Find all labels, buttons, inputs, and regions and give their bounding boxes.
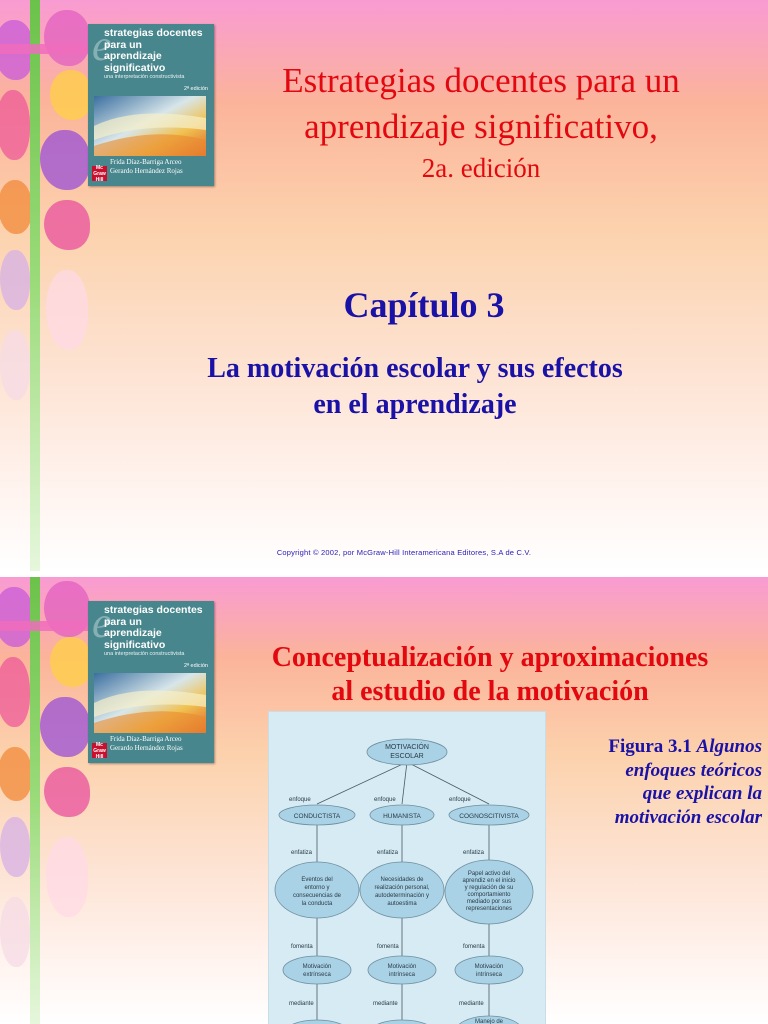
book-author: Gerardo Hernández Rojas — [110, 744, 183, 752]
node-emphasis-label: Papel activo del — [467, 871, 511, 877]
slide-title — [226, 641, 754, 709]
book-cover-art — [94, 96, 206, 156]
flower-decoration — [0, 0, 92, 571]
chapter-title-line: en el aprendizaje — [313, 389, 517, 420]
edition-label: 2a. edición — [421, 153, 541, 183]
slide-2 — [0, 577, 768, 1024]
edge-label: enfoque — [374, 797, 396, 803]
edge-label: fomenta — [377, 944, 399, 950]
figure-caption — [556, 735, 762, 829]
book-title-line: significativo — [104, 638, 166, 651]
book-cover: e strategias docentes para un aprendizaje significativo una interpretación constructivista 2ª edición Frida Díaz-Barriga Arceo Gerardo Hernández Rojas Mc Graw Hill — [88, 24, 214, 186]
caption-line: enfoques teóricos — [625, 759, 762, 781]
figure-label: Figura 3.1 — [608, 736, 692, 757]
title-line: aprendizaje significativo, — [304, 107, 658, 146]
node-emphasis-label: y regulación de su — [464, 885, 514, 891]
node-approach-label: CONDUCTISTA — [293, 813, 341, 820]
node-emphasis-label: la conducta — [301, 901, 333, 907]
node-means — [368, 1020, 436, 1024]
caption-line: que explican la — [642, 783, 762, 804]
chapter-title — [145, 351, 685, 423]
node-emphasis-label: realización personal, — [374, 885, 430, 891]
book-cover: e strategias docentes para un aprendizaje significativo una interpretación constructivista 2ª edición Frida Díaz-Barriga Arceo Gerardo Hernández Rojas Mc Graw Hill — [88, 601, 214, 763]
title-line: Estrategias docentes para un — [282, 61, 680, 100]
node-emphasis-label: autodeterminación y — [374, 893, 430, 899]
publisher-logo: Mc Graw Hill — [93, 741, 106, 760]
node-emphasis-label: entorno y — [304, 885, 330, 891]
node-motivation-label: Motivación — [474, 964, 504, 970]
node-emphasis-label: aprendiz en el inicio — [462, 878, 516, 884]
node-motivation-label: Motivación — [387, 964, 417, 970]
node-motivation-label: Motivación — [302, 964, 332, 970]
publisher-logo: Mc Graw Hill — [93, 164, 106, 183]
book-subtitle: una interpretación constructivista — [104, 651, 185, 657]
node-emphasis-label: comportamiento — [467, 892, 511, 898]
node-emphasis-label: representaciones — [465, 906, 513, 912]
node-motivation-label: intrínseca — [475, 972, 503, 978]
book-title — [214, 58, 748, 150]
node-motivation-label: intrínseca — [388, 972, 416, 978]
edge-label: mediante — [459, 1001, 484, 1007]
book-author: Gerardo Hernández Rojas — [110, 167, 183, 175]
node-motivation — [455, 956, 523, 984]
node-approach-label: HUMANISTA — [383, 813, 421, 820]
node-means-label: Manejo de — [474, 1019, 504, 1024]
book-title-line: aprendizaje — [104, 50, 162, 62]
book-title-line: strategias docentes — [104, 604, 203, 616]
caption-line: Algunos — [696, 736, 762, 757]
diagram-svg — [269, 712, 545, 1024]
book-title-line: para un — [104, 38, 142, 51]
node-approach-label: COGNOSCITIVISTA — [459, 813, 519, 820]
edge-label: enfatiza — [463, 850, 485, 856]
book-author: Frida Díaz-Barriga Arceo — [110, 158, 182, 166]
node-emphasis-label: Necesidades de — [380, 877, 424, 883]
node-emphasis-label: autoestima — [387, 901, 417, 907]
node-root-label: ESCOLAR — [390, 753, 424, 760]
node-motivation — [283, 956, 351, 984]
node-motivation-label: extrínseca — [303, 972, 331, 978]
node-root — [367, 739, 447, 765]
edge-label: enfoque — [289, 797, 311, 803]
node-motivation — [368, 956, 436, 984]
title-line: Conceptualización y aproximaciones — [271, 642, 709, 673]
node-root-label: MOTIVACIÓN — [385, 744, 429, 751]
book-title-line: para un — [104, 615, 142, 628]
title-line: al estudio de la motivación — [331, 676, 649, 707]
edge-label: fomenta — [291, 944, 313, 950]
edge-label: mediante — [373, 1001, 398, 1007]
edge-label: enfatiza — [291, 850, 313, 856]
book-title-line: significativo — [104, 61, 166, 74]
book-edition: 2ª edición — [183, 663, 208, 669]
book-edition: 2ª edición — [183, 86, 208, 92]
chapter-heading: Capítulo 3 — [343, 285, 505, 325]
edge-label: mediante — [289, 1001, 314, 1007]
book-title-line: aprendizaje — [104, 627, 162, 639]
book-author: Frida Díaz-Barriga Arceo — [110, 735, 182, 743]
edge-label: fomenta — [463, 944, 485, 950]
edge-label: enfatiza — [377, 850, 399, 856]
node-emphasis-label: consecuencias de — [292, 893, 342, 899]
node-emphasis-label: mediado por sus — [466, 899, 512, 905]
edge-label: enfoque — [449, 797, 471, 803]
flower-decoration — [0, 577, 92, 1024]
copyright-notice: Copyright © 2002, por McGraw-Hill Interamericana Editores, S.A de C.V. — [276, 548, 532, 557]
motivation-diagram — [268, 711, 546, 1024]
book-subtitle: una interpretación constructivista — [104, 74, 185, 80]
node-means — [283, 1020, 351, 1024]
book-title-line: strategias docentes — [104, 27, 203, 39]
node-emphasis-label: Eventos del — [301, 877, 333, 883]
caption-line: motivación escolar — [614, 806, 762, 828]
book-cover-art — [94, 673, 206, 733]
chapter-title-line: La motivación escolar y sus efectos — [207, 353, 623, 384]
